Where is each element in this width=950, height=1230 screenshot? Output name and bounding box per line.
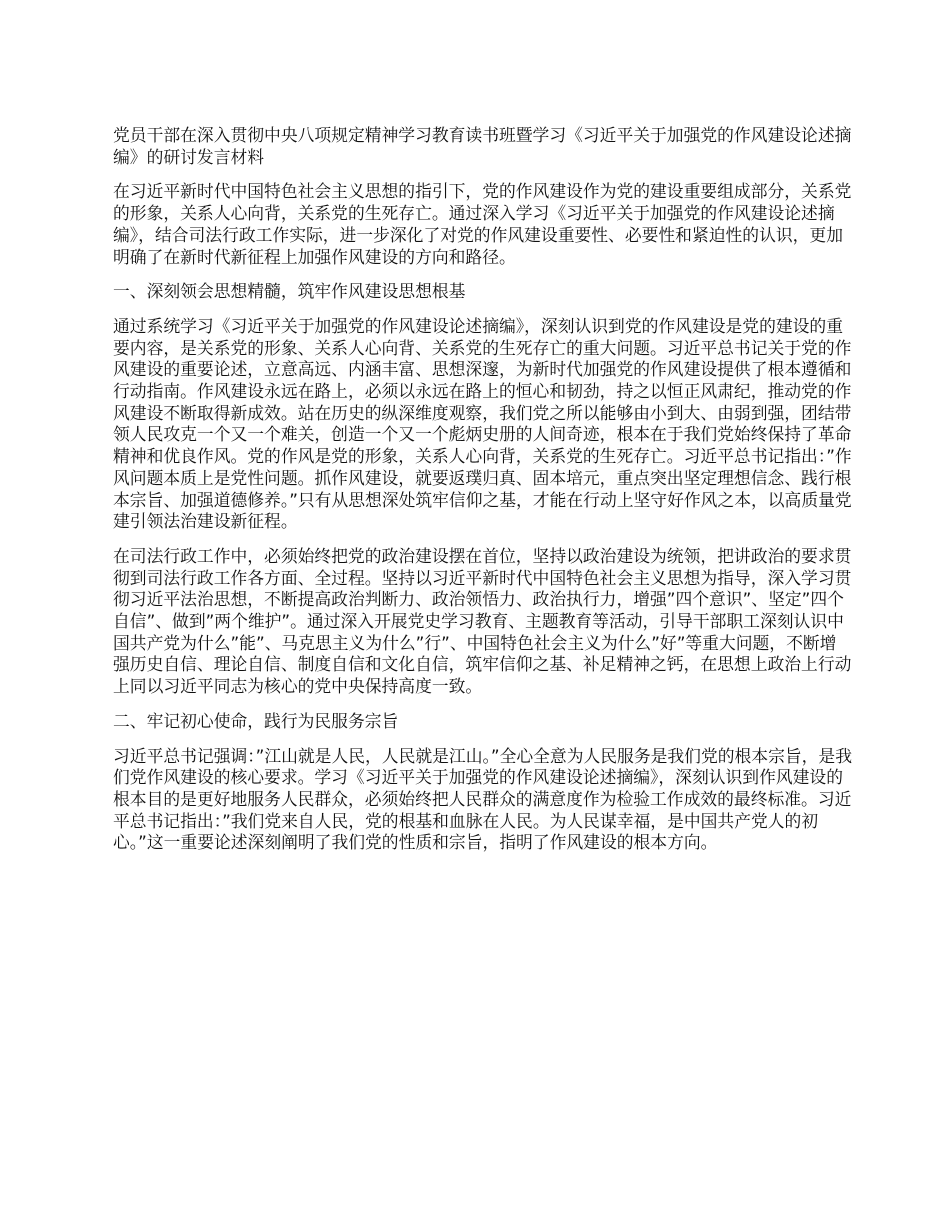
body-paragraph: 习近平总书记强调：”江山就是人民，人民就是江山。”全心全意为人民服务是我们党的根本宗旨，是我们党作风建设的核心要求。学习《习近平关于加强党的作风建设论述摘编》，深刻认识到作风建设的根本目的是更好地服务人民群众，必须始终把人民群众的满意度作为检验工作成效的最终标准。习近平总书记指出：”我们党来自人民，党的根基和血脉在人民。为人民谋幸福，是中国共产党人的初心。”这一重要论述深刻阐明了我们党的性质和宗旨，指明了作风建设的根本方向。 xyxy=(113,745,852,853)
section-heading-2: 二、牢记初心使命，践行为民服务宗旨 xyxy=(113,710,399,731)
section-heading-1: 一、深刻领会思想精髓，筑牢作风建设思想根基 xyxy=(113,281,466,302)
document-title: 党员干部在深入贯彻中央八项规定精神学习教育读书班暨学习《习近平关于加强党的作风建设论述摘编》的研讨发言材料 xyxy=(113,125,852,167)
document-page xyxy=(113,125,853,867)
intro-paragraph: 在习近平新时代中国特色社会主义思想的指引下，党的作风建设作为党的建设重要组成部分，关系党的形象，关系人心向背，关系党的生死存亡。通过深入学习《习近平关于加强党的作风建设论述摘编》，结合司法行政工作实际，进一步深化了对党的作风建设重要性、必要性和紧迫性的认识，更加明确了在新时代新征程上加强作风建设的方向和路径。 xyxy=(113,181,852,267)
body-paragraph: 在司法行政工作中，必须始终把党的政治建设摆在首位，坚持以政治建设为统领，把讲政治的要求贯彻到司法行政工作各方面、全过程。坚持以习近平新时代中国特色社会主义思想为指导，深入学习贯彻习近平法治思想，不断提高政治判断力、政治领悟力、政治执行力，增强”四个意识”、坚定”四个自信”、做到”两个维护”。通过深入开展党史学习教育、主题教育等活动，引导干部职工深刻认识中国共产党为什么”能”、马克思主义为什么”行”、中国特色社会主义为什么”好”等重大问题，不断增强历史自信、理论自信、制度自信和文化自信，筑牢信仰之基、补足精神之钙，在思想上政治上行动上同以习近平同志为核心的党中央保持高度一致。 xyxy=(113,545,852,697)
body-paragraph: 通过系统学习《习近平关于加强党的作风建设论述摘编》，深刻认识到党的作风建设是党的建设的重要内容，是关系党的形象、关系人心向背、关系党的生死存亡的重大问题。习近平总书记关于党的作风建设的重要论述，立意高远、内涵丰富、思想深邃，为新时代加强党的作风建设提供了根本遵循和行动指南。作风建设永远在路上，必须以永远在路上的恒心和韧劲，持之以恒正风肃纪，推动党的作风建设不断取得新成效。站在历史的纵深维度观察，我们党之所以能够由小到大、由弱到强，团结带领人民攻克一个又一个难关，创造一个又一个彪炳史册的人间奇迹，根本在于我们党始终保持了革命精神和优良作风。党的作风是党的形象，关系人心向背，关系党的生死存亡。习近平总书记指出：”作风问题本质上是党性问题。抓作风建设，就要返璞归真、固本培元，重点突出坚定理想信念、践行根本宗旨、加强道德修养。”只有从思想深处筑牢信仰之基，才能在行动上坚守好作风之本，以高质量党建引领法治建设新征程。 xyxy=(113,315,852,532)
